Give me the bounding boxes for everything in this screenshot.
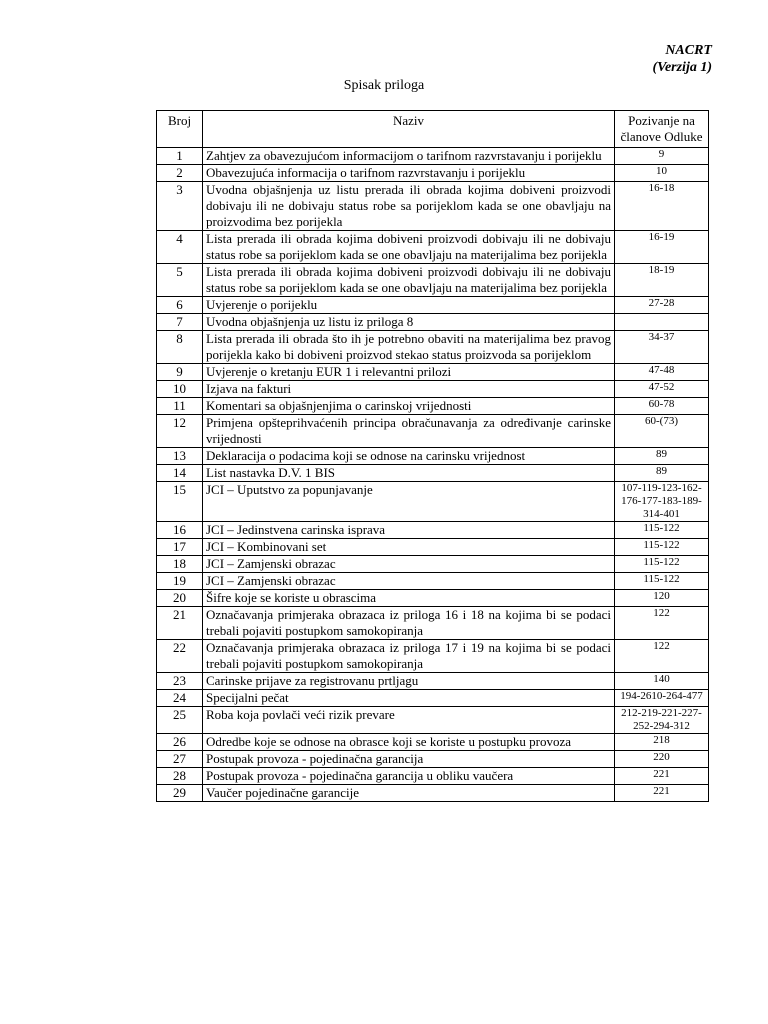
row-number: 8 xyxy=(157,331,203,364)
row-number: 19 xyxy=(157,573,203,590)
row-title: Uvodna objašnjenja uz listu prerada ili obrada kojima dobiveni proizvodi dobivaju ili ne dobivaju status robe sa porijeklom kada se one obavljaju na proizvodima bez porijekla xyxy=(203,182,615,231)
column-header-broj: Broj xyxy=(157,111,203,148)
row-title: Postupak provoza - pojedinačna garancija u obliku vaučera xyxy=(203,768,615,785)
row-reference: 115-122 xyxy=(615,573,709,590)
row-number: 28 xyxy=(157,768,203,785)
row-title: Označavanja primjeraka obrazaca iz priloga 17 i 19 na kojima bi se podaci trebali pojaviti postupkom samokopiranja xyxy=(203,640,615,673)
draft-status: NACRT xyxy=(665,43,712,58)
row-number: 7 xyxy=(157,314,203,331)
page-title: Spisak priloga xyxy=(343,78,425,93)
row-title: Roba koja povlači veći rizik prevare xyxy=(203,707,615,734)
row-title: List nastavka D.V. 1 BIS xyxy=(203,465,615,482)
row-title: Lista prerada ili obrada kojima dobiveni proizvodi dobivaju ili ne dobivaju status robe sa porijeklom kada se one obavljaju na materijalima bez porijekla xyxy=(203,231,615,264)
row-reference: 194-2610-264-477 xyxy=(615,690,709,707)
row-number: 5 xyxy=(157,264,203,297)
row-number: 10 xyxy=(157,381,203,398)
row-title: Uvodna objašnjenja uz listu iz priloga 8 xyxy=(203,314,615,331)
row-reference xyxy=(615,314,709,331)
row-reference: 16-18 xyxy=(615,182,709,231)
table-row xyxy=(157,690,709,707)
row-reference: 89 xyxy=(615,448,709,465)
row-number: 29 xyxy=(157,785,203,802)
row-reference: 47-48 xyxy=(615,364,709,381)
row-reference: 115-122 xyxy=(615,539,709,556)
row-title: Uvjerenje o porijeklu xyxy=(203,297,615,314)
table-header-row xyxy=(157,111,709,148)
row-reference: 18-19 xyxy=(615,264,709,297)
row-number: 27 xyxy=(157,751,203,768)
table-row xyxy=(157,640,709,673)
row-reference: 122 xyxy=(615,640,709,673)
table-row xyxy=(157,539,709,556)
table-row xyxy=(157,482,709,522)
row-reference: 47-52 xyxy=(615,381,709,398)
row-reference: 34-37 xyxy=(615,331,709,364)
row-reference: 27-28 xyxy=(615,297,709,314)
row-number: 24 xyxy=(157,690,203,707)
row-reference: 122 xyxy=(615,607,709,640)
table-row xyxy=(157,264,709,297)
annex-table xyxy=(156,110,709,802)
row-number: 26 xyxy=(157,734,203,751)
row-title: Obavezujuća informacija o tarifnom razvrstavanju i porijeklu xyxy=(203,165,615,182)
row-title: Izjava na fakturi xyxy=(203,381,615,398)
row-reference: 212-219-221-227-252-294-312 xyxy=(615,707,709,734)
row-title: Deklaracija o podacima koji se odnose na carinsku vrijednost xyxy=(203,448,615,465)
row-number: 14 xyxy=(157,465,203,482)
row-reference: 218 xyxy=(615,734,709,751)
row-title: Komentari sa objašnjenjima o carinskoj vrijednosti xyxy=(203,398,615,415)
row-number: 9 xyxy=(157,364,203,381)
table-row xyxy=(157,448,709,465)
row-title: Lista prerada ili obrada kojima dobiveni proizvodi dobivaju ili ne dobivaju status robe sa porijeklom kada se one obavljaju na materijalima bez porijekla xyxy=(203,264,615,297)
row-number: 4 xyxy=(157,231,203,264)
row-reference: 60-(73) xyxy=(615,415,709,448)
row-number: 15 xyxy=(157,482,203,522)
row-title: Lista prerada ili obrada što ih je potrebno obaviti na materijalima bez pravog porijekla kako bi dobiveni proizvod stekao status proizvoda sa porijeklom xyxy=(203,331,615,364)
table-row xyxy=(157,707,709,734)
table-row xyxy=(157,415,709,448)
row-number: 6 xyxy=(157,297,203,314)
table-row xyxy=(157,182,709,231)
row-number: 21 xyxy=(157,607,203,640)
table-row xyxy=(157,785,709,802)
table-row xyxy=(157,381,709,398)
row-title: JCI – Zamjenski obrazac xyxy=(203,573,615,590)
table-row xyxy=(157,590,709,607)
row-number: 17 xyxy=(157,539,203,556)
table-body xyxy=(157,148,709,802)
row-title: Vaučer pojedinačne garancije xyxy=(203,785,615,802)
row-reference: 115-122 xyxy=(615,556,709,573)
row-number: 11 xyxy=(157,398,203,415)
row-number: 13 xyxy=(157,448,203,465)
table-row xyxy=(157,148,709,165)
column-header-pozivanje: Pozivanje na članove Odluke xyxy=(615,111,709,148)
row-number: 22 xyxy=(157,640,203,673)
table-row xyxy=(157,734,709,751)
row-reference: 120 xyxy=(615,590,709,607)
row-reference: 60-78 xyxy=(615,398,709,415)
row-number: 12 xyxy=(157,415,203,448)
draft-marker xyxy=(653,42,713,76)
row-title: JCI – Zamjenski obrazac xyxy=(203,556,615,573)
row-reference: 220 xyxy=(615,751,709,768)
row-reference: 9 xyxy=(615,148,709,165)
table-row xyxy=(157,364,709,381)
row-reference: 140 xyxy=(615,673,709,690)
row-reference: 89 xyxy=(615,465,709,482)
row-number: 16 xyxy=(157,522,203,539)
row-reference: 16-19 xyxy=(615,231,709,264)
row-title: Primjena opšteprihvaćenih principa obračunavanja za određivanje carinske vrijednosti xyxy=(203,415,615,448)
table-row xyxy=(157,331,709,364)
row-reference: 10 xyxy=(615,165,709,182)
table-row xyxy=(157,465,709,482)
row-title: JCI – Jedinstvena carinska isprava xyxy=(203,522,615,539)
row-number: 25 xyxy=(157,707,203,734)
row-title: Uvjerenje o kretanju EUR 1 i relevantni prilozi xyxy=(203,364,615,381)
row-title: Šifre koje se koriste u obrascima xyxy=(203,590,615,607)
row-number: 3 xyxy=(157,182,203,231)
row-title: Odredbe koje se odnose na obrasce koji se koriste u postupku provoza xyxy=(203,734,615,751)
draft-version: (Verzija 1) xyxy=(652,60,712,75)
row-title: Specijalni pečat xyxy=(203,690,615,707)
row-number: 2 xyxy=(157,165,203,182)
row-number: 20 xyxy=(157,590,203,607)
table-row xyxy=(157,522,709,539)
table-row xyxy=(157,768,709,785)
row-title: JCI – Kombinovani set xyxy=(203,539,615,556)
table-row xyxy=(157,231,709,264)
table-row xyxy=(157,297,709,314)
table-row xyxy=(157,165,709,182)
row-reference: 221 xyxy=(615,785,709,802)
row-title: JCI – Uputstvo za popunjavanje xyxy=(203,482,615,522)
table-row xyxy=(157,751,709,768)
row-number: 18 xyxy=(157,556,203,573)
table-row xyxy=(157,314,709,331)
row-reference: 221 xyxy=(615,768,709,785)
row-reference: 107-119-123-162-176-177-183-189-314-401 xyxy=(615,482,709,522)
row-number: 23 xyxy=(157,673,203,690)
table-row xyxy=(157,673,709,690)
row-title: Postupak provoza - pojedinačna garancija xyxy=(203,751,615,768)
table-row xyxy=(157,573,709,590)
row-title: Zahtjev za obavezujućom informacijom o tarifnom razvrstavanju i porijeklu xyxy=(203,148,615,165)
row-reference: 115-122 xyxy=(615,522,709,539)
column-header-naziv: Naziv xyxy=(203,111,615,148)
table-row xyxy=(157,556,709,573)
row-title: Označavanja primjeraka obrazaca iz priloga 16 i 18 na kojima bi se podaci trebali pojaviti postupkom samokopiranja xyxy=(203,607,615,640)
row-title: Carinske prijave za registrovanu prtljagu xyxy=(203,673,615,690)
row-number: 1 xyxy=(157,148,203,165)
table-row xyxy=(157,398,709,415)
table-row xyxy=(157,607,709,640)
